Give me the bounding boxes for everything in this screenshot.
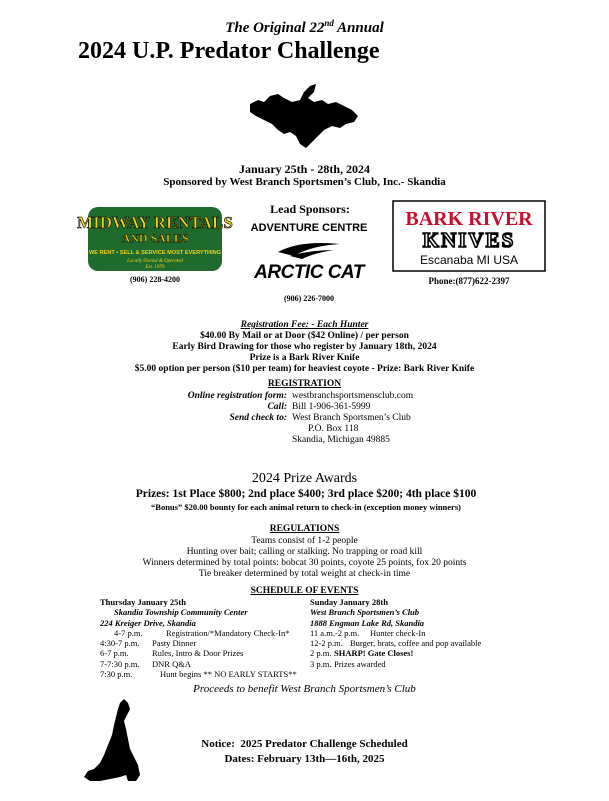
address-line: West Branch Sportsmen’s Club [292, 413, 411, 423]
schedule-venue: West Branch Sportsmen’s Club [310, 607, 420, 618]
arctic-cat-logo: ARCTIC CAT [254, 262, 364, 283]
schedule-address: 1888 Engman Lake Rd, Skandia [310, 617, 425, 628]
page-title: 2024 U.P. Predator Challenge [78, 38, 380, 64]
midway-line2: AND SALES [121, 231, 189, 245]
regulation-line: Winners determined by total points: bobcat 30 points, coyote 25 points, fox 20 points [142, 558, 467, 568]
lead-sponsors-label: Lead Sponsors: [270, 202, 350, 216]
schedule-time: 6-7 p.m. [100, 648, 129, 659]
address-line: Skandia, Michigan 49885 [292, 435, 390, 445]
registration-title: REGISTRATION [267, 379, 342, 389]
schedule-row [100, 648, 305, 658]
event-dates: January 25th - 28th, 2024 [238, 162, 370, 176]
midway-arc-text: WE RENT • SELL & SERVICE MOST EVERYTHING [88, 250, 222, 256]
schedule-day: Sunday January 28th [310, 597, 388, 607]
schedule-row [100, 628, 305, 638]
bonus-bounty: “Bonus” $20.00 bounty for each animal return to check-in (exception money winners) [151, 502, 461, 512]
schedule-row [310, 659, 520, 669]
schedule-row [100, 638, 305, 648]
notice-label: Notice: [201, 738, 235, 750]
notice-text: 2025 Predator Challenge Scheduled [240, 738, 408, 750]
online-url[interactable]: westbranchsportsmensclub.com [292, 391, 414, 401]
schedule-thursday [100, 597, 305, 679]
bark-line2: KNIVES [422, 228, 516, 252]
registration-fee-line: Prize is a Bark River Knife [249, 353, 360, 363]
prize-amounts: Prizes: 1st Place $800; 2nd place $400; 3rd place $200; 4th place $100 [135, 488, 477, 500]
schedule-desc: Pasty Dinner [152, 638, 197, 649]
online-label: Online registration form: [187, 391, 287, 401]
sponsored-by: Sponsored by West Branch Sportsmen’s Club, Inc.- Skandia [163, 176, 446, 188]
regulations-title: REGULATIONS [269, 524, 340, 534]
schedule-venue: Skandia Township Community Center [114, 607, 248, 618]
schedule-title: SCHEDULE OF EVENTS [250, 586, 359, 596]
schedule-time: 11 a.m.-2 p.m. [310, 627, 360, 638]
registration-fee-line: Early Bird Drawing for those who register by January 18th, 2024 [172, 342, 437, 352]
proceeds-note: Proceeds to benefit West Branch Sportsmen’s Club [193, 683, 416, 695]
schedule-sunday [310, 597, 520, 669]
address-line: P.O. Box 118 [308, 424, 359, 434]
schedule-time: 7:30 p.m. [100, 669, 133, 680]
schedule-time: 7-7:30 p.m. [100, 658, 140, 669]
regulation-line: Hunting over bait; calling or stalking. No trapping or road kill [186, 547, 423, 557]
call-label: Call: [267, 402, 287, 412]
midway-phone: (906) 228-4200 [130, 275, 180, 284]
midway-owned: Locally Owned & Operated [127, 259, 183, 264]
bark-line1: BARK RIVER [405, 208, 533, 230]
schedule-desc: Burger, brats, coffee and pop available [350, 638, 482, 649]
schedule-row [310, 648, 520, 658]
midway-rentals-logo [77, 205, 233, 273]
prize-awards-title: 2024 Prize Awards [251, 471, 358, 486]
schedule-time: 4-7 p.m. [114, 627, 143, 638]
schedule-time: 12-2 p.m. [310, 638, 343, 649]
schedule-desc: Hunt begins ** NO EARLY STARTS** [160, 669, 297, 680]
bark-line3: Escanaba MI USA [419, 253, 519, 267]
schedule-day: Thursday January 25th [100, 597, 186, 607]
adventure-centre: ADVENTURE CENTRE [250, 222, 368, 234]
call-value: Bill 1-906-361-5999 [292, 402, 371, 412]
arctic-cat-phone: (906) 226-7000 [284, 294, 334, 303]
header-suffix: Annual [333, 20, 384, 36]
registration-fee-title: Registration Fee: - Each Hunter [240, 320, 369, 330]
header-subtitle [0, 18, 609, 37]
bark-river-knives-logo [392, 200, 546, 272]
registration-fee-line: $5.00 option per person ($10 per team) for heaviest coyote - Prize: Bark River Knife [134, 364, 475, 374]
schedule-time: 3 p.m. [310, 658, 332, 669]
arctic-cat-swoosh-icon [276, 238, 342, 260]
notice-line-1 [0, 738, 609, 750]
send-check-label: Send check to: [229, 413, 287, 423]
schedule-address: 224 Kreiger Drive, Skandia [100, 617, 196, 628]
schedule-desc: Rules, Intro & Door Prizes [152, 648, 244, 659]
upper-peninsula-map-icon [248, 82, 360, 150]
schedule-row [310, 638, 520, 648]
schedule-desc: DNR Q&A [152, 658, 191, 669]
schedule-desc: Registration/*Mandatory Check-In* [166, 627, 290, 638]
midway-line1: MIDWAY RENTALS [77, 213, 233, 232]
schedule-desc: SHARP! Gate Closes! [334, 648, 414, 659]
schedule-row [100, 659, 305, 669]
schedule-desc: Hunter check-In [370, 627, 426, 638]
registration-fee-line: $40.00 By Mail or at Door ($42 Online) / per person [200, 331, 409, 341]
schedule-time: 2 p.m. [310, 648, 332, 659]
schedule-time: 4:30-7 p.m. [100, 638, 140, 649]
regulation-line: Teams consist of 1-2 people [251, 536, 358, 546]
schedule-row [310, 628, 520, 638]
header-superscript: nd [324, 18, 334, 28]
header-prefix: The Original 22 [225, 20, 325, 36]
midway-est: Est. 1979 [145, 265, 165, 270]
notice-line-2: Dates: February 13th—16th, 2025 [224, 753, 385, 765]
schedule-desc: Prizes awarded [334, 658, 386, 669]
regulation-line: Tie breaker determined by total weight at check-in time [198, 569, 411, 579]
schedule-row [100, 669, 305, 679]
bark-river-phone: Phone:(877)622-2397 [428, 276, 510, 286]
